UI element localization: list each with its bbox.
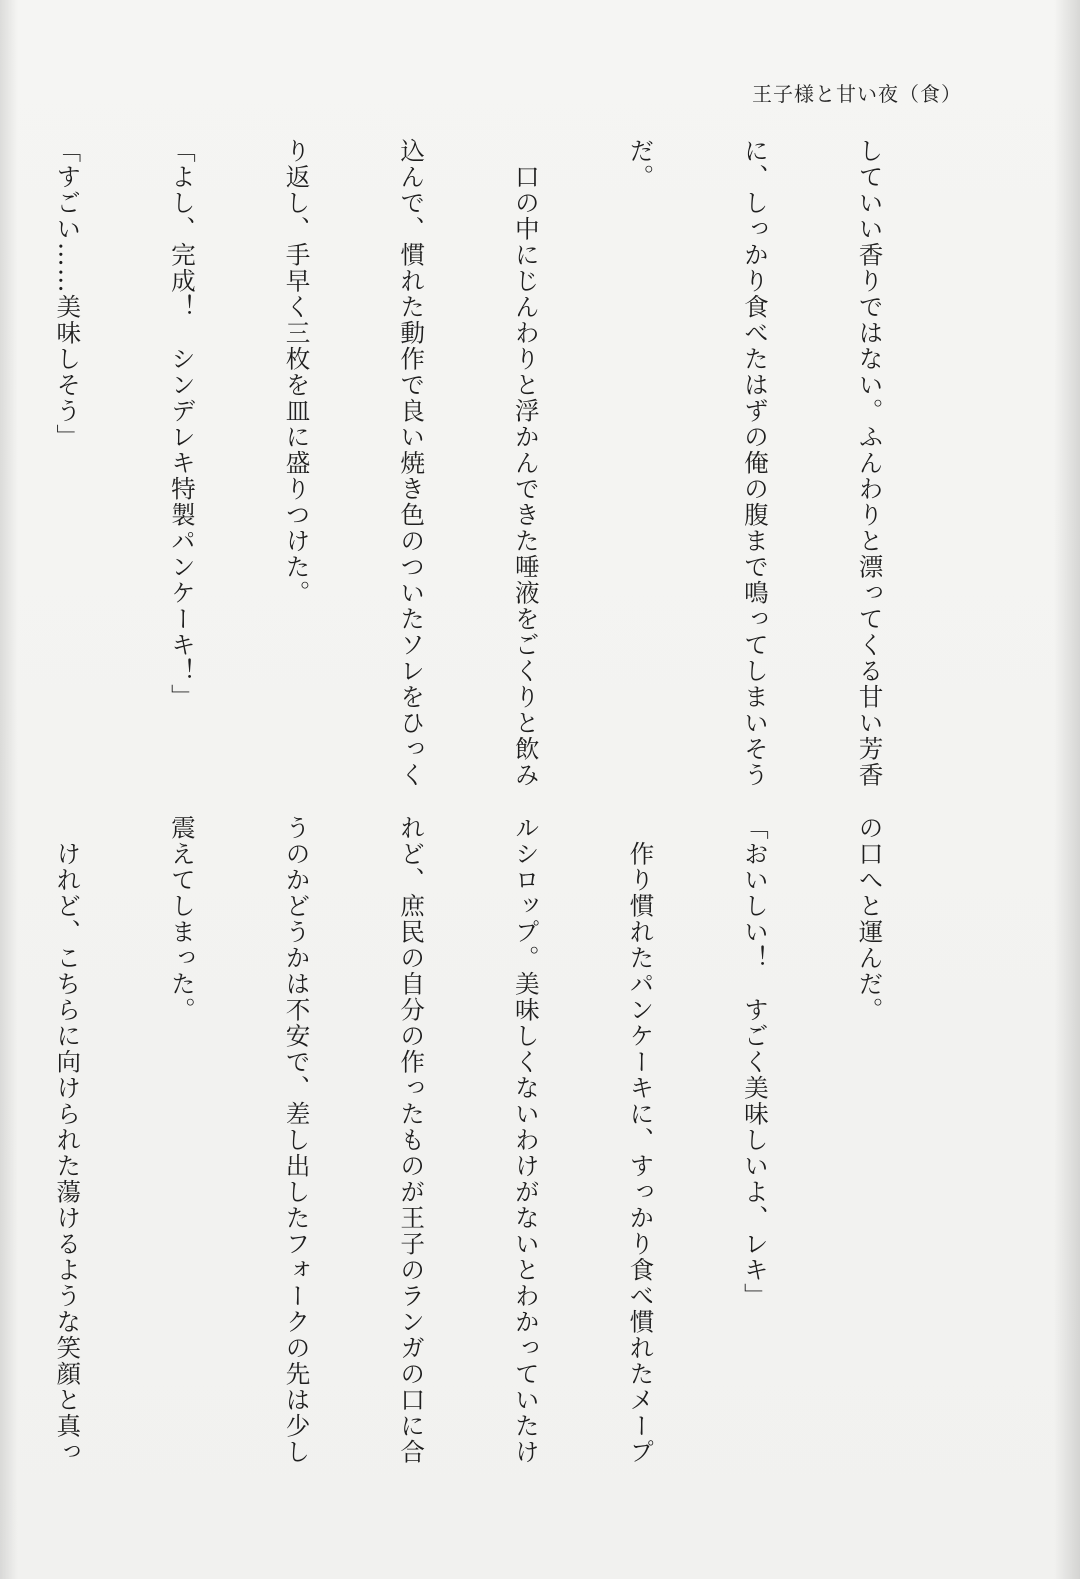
text-line: けれど、こちらに向けられた蕩けるような笑顔と真っ (53, 815, 83, 1465)
text-line: 込んで、慣れた動作で良い焼き色のついたソレをひっく (397, 138, 427, 788)
text-line: れど、庶民の自分の作ったものが王子のランガの口に合 (397, 815, 427, 1465)
text-line: に、しっかり食べたはずの俺の腹まで鳴ってしまいそう (740, 138, 770, 788)
text-line: 「おいしい！ すごく美味しいよ、レキ」 (740, 815, 770, 1309)
text-line: り返し、手早く三枚を皿に盛りつけた。 (282, 138, 312, 606)
text-line: 口の中にじんわりと浮かんできた唾液をごくりと飲み (511, 138, 541, 788)
text-line: 「すごい……美味しそう」 (53, 138, 83, 450)
text-line: うのかどうかは不安で、差し出したフォークの先は少し (282, 815, 312, 1465)
text-line: の口へと運んだ。 (855, 815, 885, 1023)
text-line: 作り慣れたパンケーキに、すっかり食べ慣れたメープ (626, 815, 656, 1465)
lower-text-block (0, 815, 965, 1465)
text-line: 震えてしまった。 (167, 815, 197, 1023)
text-line: 「よし、完成！ シンデレキ特製パンケーキ！」 (167, 138, 197, 710)
running-head: 王子様と甘い夜（食） (752, 82, 962, 106)
text-line: だ。 (626, 138, 656, 190)
text-line: していい香りではない。ふんわりと漂ってくる甘い芳香 (855, 138, 885, 788)
text-line: ルシロップ。美味しくないわけがないとわかっていたけ (511, 815, 541, 1465)
upper-text-block (0, 138, 965, 788)
